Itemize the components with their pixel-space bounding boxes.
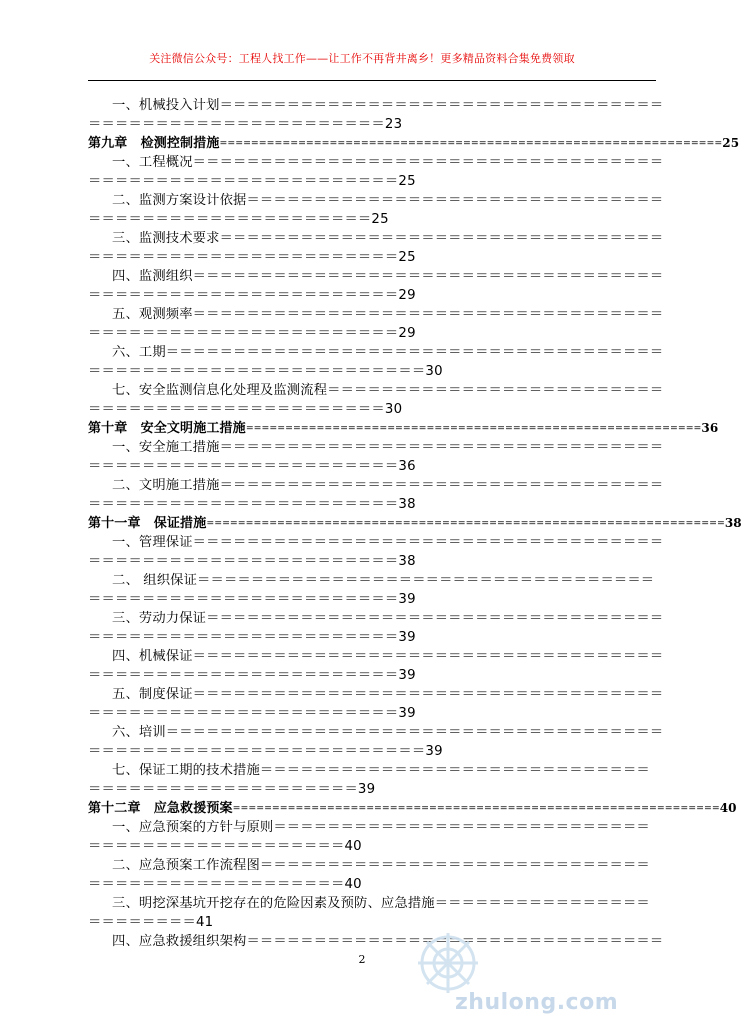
toc-section-continuation: ＝＝＝＝＝＝＝＝＝＝＝＝＝＝＝＝＝＝＝＝＝＝＝25	[88, 174, 416, 189]
toc-section-continuation: ＝＝＝＝＝＝＝＝＝＝＝＝＝＝＝＝＝＝＝40	[88, 839, 362, 854]
toc-section-continuation: ＝＝＝＝＝＝＝＝＝＝＝＝＝＝＝＝＝＝＝＝＝＝＝＝＝30	[88, 364, 443, 379]
toc-section-continuation: ＝＝＝＝＝＝＝＝＝＝＝＝＝＝＝＝＝＝＝＝＝＝＝29	[88, 326, 416, 341]
toc-section-continuation: ＝＝＝＝＝＝＝＝＝＝＝＝＝＝＝＝＝＝＝＝＝＝＝25	[88, 250, 416, 265]
chapter-title: 第九章 检测控制措施	[88, 136, 220, 151]
toc-section-continuation: ＝＝＝＝＝＝＝＝＝＝＝＝＝＝＝＝＝＝＝＝＝＝＝29	[88, 288, 416, 303]
toc-section-continuation: ＝＝＝＝＝＝＝＝＝＝＝＝＝＝＝＝＝＝＝＝＝25	[88, 212, 389, 227]
page-number: 2	[358, 953, 366, 966]
toc-section-entry: 一、应急预案的方针与原则＝＝＝＝＝＝＝＝＝＝＝＝＝＝＝＝＝＝＝＝＝＝＝＝＝＝＝＝	[112, 820, 650, 835]
chapter-page-number: 40	[719, 801, 737, 815]
toc-section-entry: 二、文明施工措施＝＝＝＝＝＝＝＝＝＝＝＝＝＝＝＝＝＝＝＝＝＝＝＝＝＝＝＝＝＝＝＝＝	[112, 478, 664, 493]
leader-dots: ==================================================================	[206, 518, 725, 529]
toc-section-continuation: ＝＝＝＝＝＝＝＝＝＝＝＝＝＝＝＝＝＝＝＝＝＝30	[88, 402, 403, 417]
chapter-page-number: 38	[724, 516, 742, 530]
toc-section-continuation: ＝＝＝＝＝＝＝＝＝＝＝＝＝＝＝＝＝＝＝＝＝＝＝＝＝39	[88, 744, 443, 759]
toc-section-entry: 一、机械投入计划＝＝＝＝＝＝＝＝＝＝＝＝＝＝＝＝＝＝＝＝＝＝＝＝＝＝＝＝＝＝＝＝＝	[112, 98, 664, 113]
toc-section-entry: 一、安全施工措施＝＝＝＝＝＝＝＝＝＝＝＝＝＝＝＝＝＝＝＝＝＝＝＝＝＝＝＝＝＝＝＝＝	[112, 440, 664, 455]
toc-section-entry: 六、培训＝＝＝＝＝＝＝＝＝＝＝＝＝＝＝＝＝＝＝＝＝＝＝＝＝＝＝＝＝＝＝＝＝＝＝＝＝	[112, 725, 664, 740]
toc-section-entry: 三、监测技术要求＝＝＝＝＝＝＝＝＝＝＝＝＝＝＝＝＝＝＝＝＝＝＝＝＝＝＝＝＝＝＝＝＝	[112, 231, 664, 246]
toc-section-entry: 六、工期＝＝＝＝＝＝＝＝＝＝＝＝＝＝＝＝＝＝＝＝＝＝＝＝＝＝＝＝＝＝＝＝＝＝＝＝＝	[112, 345, 664, 360]
toc-section-continuation: ＝＝＝＝＝＝＝＝＝＝＝＝＝＝＝＝＝＝＝＝＝＝＝39	[88, 592, 416, 607]
toc-section-entry: 一、工程概况＝＝＝＝＝＝＝＝＝＝＝＝＝＝＝＝＝＝＝＝＝＝＝＝＝＝＝＝＝＝＝＝＝＝＝	[112, 155, 664, 170]
toc-section-continuation: ＝＝＝＝＝＝＝＝＝＝＝＝＝＝＝＝＝＝＝＝＝＝＝38	[88, 497, 416, 512]
toc-section-continuation: ＝＝＝＝＝＝＝＝＝＝＝＝＝＝＝＝＝＝＝＝＝＝＝39	[88, 630, 416, 645]
toc-chapter-entry	[88, 799, 737, 818]
toc-section-entry: 四、机械保证＝＝＝＝＝＝＝＝＝＝＝＝＝＝＝＝＝＝＝＝＝＝＝＝＝＝＝＝＝＝＝＝＝＝＝	[112, 649, 664, 664]
toc-section-continuation: ＝＝＝＝＝＝＝＝＝＝＝＝＝＝＝＝＝＝＝40	[88, 877, 362, 892]
toc-section-continuation: ＝＝＝＝＝＝＝＝＝＝＝＝＝＝＝＝＝＝＝＝＝＝＝36	[88, 459, 416, 474]
toc-section-continuation: ＝＝＝＝＝＝＝＝＝＝＝＝＝＝＝＝＝＝＝＝39	[88, 782, 376, 797]
toc-section-entry: 四、监测组织＝＝＝＝＝＝＝＝＝＝＝＝＝＝＝＝＝＝＝＝＝＝＝＝＝＝＝＝＝＝＝＝＝＝＝	[112, 269, 664, 284]
toc-section-entry: 二、监测方案设计依据＝＝＝＝＝＝＝＝＝＝＝＝＝＝＝＝＝＝＝＝＝＝＝＝＝＝＝＝＝＝＝	[112, 193, 664, 208]
leader-dots: ==========================================================	[245, 423, 702, 434]
chapter-title: 第十二章 应急救援预案	[88, 801, 233, 816]
toc-section-continuation: ＝＝＝＝＝＝＝＝＝＝＝＝＝＝＝＝＝＝＝＝＝＝23	[88, 117, 403, 132]
toc-section-entry: 一、管理保证＝＝＝＝＝＝＝＝＝＝＝＝＝＝＝＝＝＝＝＝＝＝＝＝＝＝＝＝＝＝＝＝＝＝＝	[112, 535, 664, 550]
toc-section-entry: 二、 组织保证＝＝＝＝＝＝＝＝＝＝＝＝＝＝＝＝＝＝＝＝＝＝＝＝＝＝＝＝＝＝＝＝＝＝	[112, 573, 655, 588]
chapter-title: 第十章 安全文明施工措施	[88, 421, 246, 436]
chapter-page-number: 25	[722, 136, 740, 150]
toc-chapter-entry	[88, 514, 742, 533]
page-header-notice: 关注微信公众号：工程人找工作——让工作不再背井离乡！更多精品资料合集免费领取	[149, 52, 575, 65]
toc-section-entry: 四、应急救援组织架构＝＝＝＝＝＝＝＝＝＝＝＝＝＝＝＝＝＝＝＝＝＝＝＝＝＝＝＝＝＝＝	[112, 934, 664, 949]
toc-section-entry: 七、保证工期的技术措施＝＝＝＝＝＝＝＝＝＝＝＝＝＝＝＝＝＝＝＝＝＝＝＝＝＝＝＝＝	[112, 763, 650, 778]
toc-section-entry: 三、明挖深基坑开挖存在的危险因素及预防、应急措施＝＝＝＝＝＝＝＝＝＝＝＝＝＝＝＝	[112, 896, 650, 911]
leader-dots: ==============================================================	[232, 803, 720, 814]
toc-section-entry: 七、安全监测信息化处理及监测流程＝＝＝＝＝＝＝＝＝＝＝＝＝＝＝＝＝＝＝＝＝＝＝＝＝	[112, 383, 664, 398]
table-of-contents	[88, 96, 742, 951]
toc-section-entry: 五、观测频率＝＝＝＝＝＝＝＝＝＝＝＝＝＝＝＝＝＝＝＝＝＝＝＝＝＝＝＝＝＝＝＝＝＝＝	[112, 307, 664, 322]
watermark-text: zhulong.com	[455, 990, 619, 1015]
toc-section-continuation: ＝＝＝＝＝＝＝＝＝＝＝＝＝＝＝＝＝＝＝＝＝＝＝38	[88, 554, 416, 569]
leader-dots: ================================================================	[219, 138, 723, 149]
toc-section-entry: 五、制度保证＝＝＝＝＝＝＝＝＝＝＝＝＝＝＝＝＝＝＝＝＝＝＝＝＝＝＝＝＝＝＝＝＝＝＝	[112, 687, 664, 702]
header-rule	[88, 80, 656, 81]
toc-section-continuation: ＝＝＝＝＝＝＝＝＝＝＝＝＝＝＝＝＝＝＝＝＝＝＝39	[88, 668, 416, 683]
chapter-page-number: 36	[701, 421, 719, 435]
toc-section-entry: 三、劳动力保证＝＝＝＝＝＝＝＝＝＝＝＝＝＝＝＝＝＝＝＝＝＝＝＝＝＝＝＝＝＝＝＝＝＝	[112, 611, 664, 626]
toc-section-continuation: ＝＝＝＝＝＝＝＝＝＝＝＝＝＝＝＝＝＝＝＝＝＝＝39	[88, 706, 416, 721]
toc-section-continuation: ＝＝＝＝＝＝＝＝41	[88, 915, 214, 930]
toc-section-entry: 二、应急预案工作流程图＝＝＝＝＝＝＝＝＝＝＝＝＝＝＝＝＝＝＝＝＝＝＝＝＝＝＝＝＝	[112, 858, 650, 873]
chapter-title: 第十一章 保证措施	[88, 516, 207, 531]
toc-chapter-entry	[88, 419, 719, 438]
toc-chapter-entry	[88, 134, 740, 153]
